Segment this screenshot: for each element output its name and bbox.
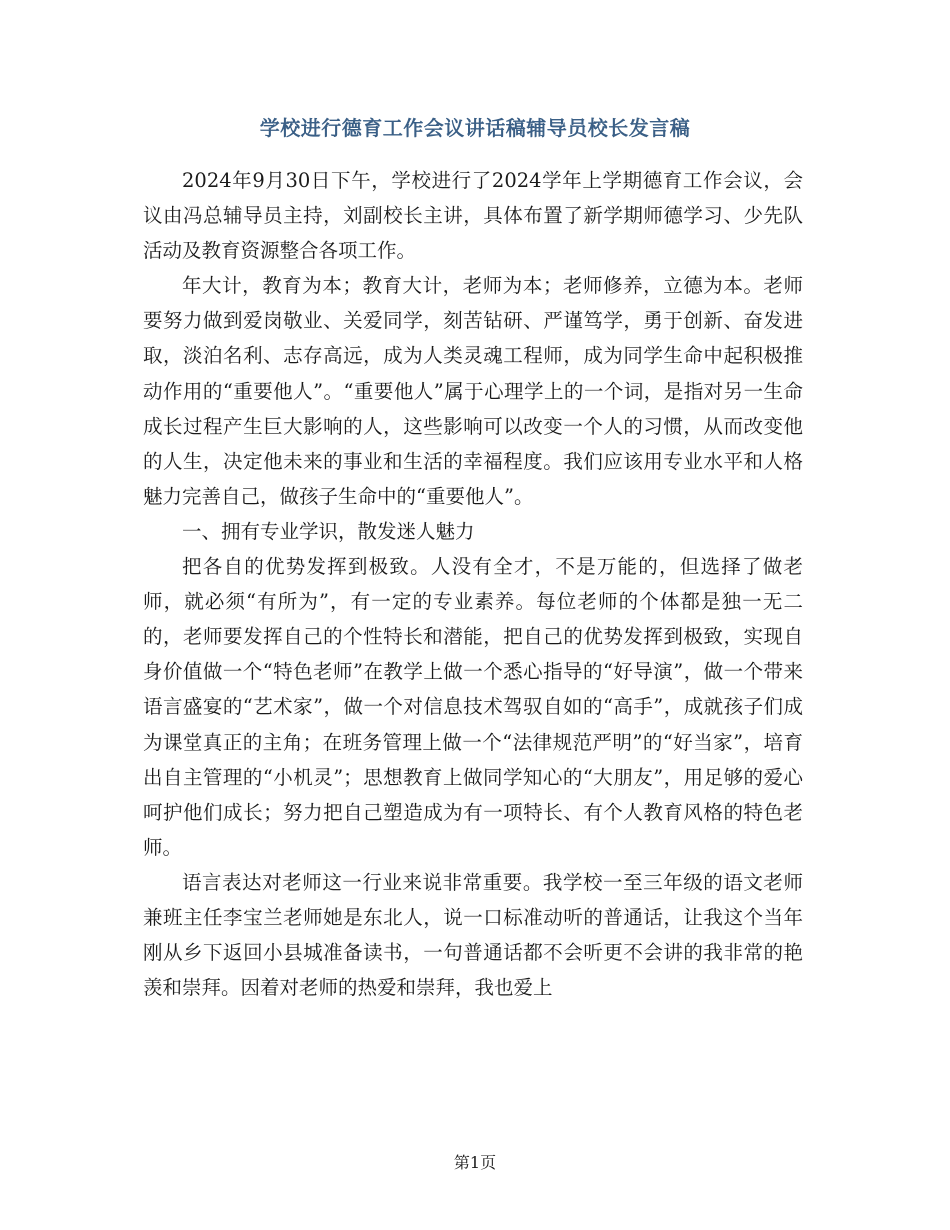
section-heading: 一、拥有专业学识，散发迷人魅力 (182, 519, 475, 543)
paragraph: 语言表达对老师这一行业来说非常重要。我学校一至三年级的语文老师兼班主任李宝兰老师她是东北人，说一口标准动听的普通话，让我这个当年刚从乡下返回小县城准备读书，一句普通话都不会听更不会讲的我非常的艳羡和崇拜。因着对老师的热爱和崇拜，我也爱上 (143, 870, 803, 1000)
document-body (143, 163, 803, 1005)
paragraph: 2024年9月30日下午，学校进行了2024学年上学期德育工作会议，会议由冯总辅导员主持，刘副校长主讲，具体布置了新学期师德学习、少先队活动及教育资源整合各项工作。 (143, 169, 803, 263)
page-number: 第1页 (453, 1153, 497, 1172)
document-title: 学校进行德育工作会议讲话稿辅导员校长发言稿 (259, 116, 691, 140)
paragraph: 年大计，教育为本；教育大计，老师为本；老师修养，立德为本。老师要努力做到爱岗敬业、关爱同学，刻苦钻研、严谨笃学，勇于创新、奋发进取，淡泊名利、志存高远，成为人类灵魂工程师，成为同学生命中起积极推动作用的“重要他人”。“重要他人”属于心理学上的一个词，是指对另一生命成长过程产生巨大影响的人，这些影响可以改变一个人的习惯，从而改变他的人生，决定他未来的事业和生活的幸福程度。我们应该用专业水平和人格魅力完善自己，做孩子生命中的“重要他人”。 (143, 274, 803, 508)
paragraph: 把各自的优势发挥到极致。人没有全才，不是万能的，但选择了做老师，就必须“有所为”，有一定的专业素养。每位老师的个体都是独一无二的，老师要发挥自己的个性特长和潜能，把自己的优势发挥到极致，实现自身价值做一个“特色老师”在教学上做一个悉心指导的“好导演”，做一个带来语言盛宴的“艺术家”，做一个对信息技术驾驭自如的“高手”，成就孩子们成为课堂真正的主角；在班务管理上做一个“法律规范严明”的“好当家”，培育出自主管理的“小机灵”；思想教育上做同学知心的“大朋友”，用足够的爱心呵护他们成长；努力把自己塑造成为有一项特长、有个人教育风格的特色老师。 (143, 555, 803, 859)
